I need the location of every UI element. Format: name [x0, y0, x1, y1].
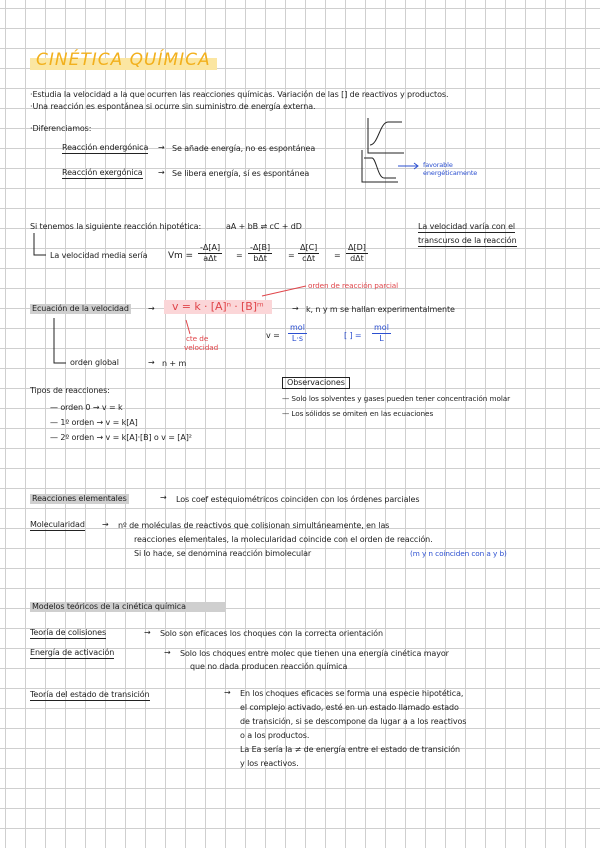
equals-sign: =: [288, 251, 295, 260]
molecularity-line-2: reacciones elementales, la molecularidad coincide con el orden de reacción.: [134, 535, 433, 544]
global-order-label: orden global: [70, 358, 119, 367]
rate-fraction-d: [346, 243, 368, 264]
fraction-denominator: bΔt: [253, 254, 267, 263]
elementary-desc: Los coef estequiométricos coinciden con los órdenes parciales: [176, 495, 420, 504]
fraction-numerator: Δ[D]: [348, 243, 366, 252]
rate-note-1: La velocidad varía con el: [418, 222, 516, 231]
arrow-icon: →: [148, 304, 155, 313]
molecularity-line-1: nº de moléculas de reactivos que colisionan simultáneamente, en las: [118, 521, 390, 530]
exergonic-label: Reacción exergónica: [62, 168, 143, 177]
arrow-icon: →: [102, 520, 109, 529]
transition-line-6: y los reactivos.: [240, 759, 299, 768]
arrow-icon: →: [148, 358, 155, 367]
exergonic-graph: [362, 150, 398, 182]
units-v-fraction: [288, 323, 307, 344]
partial-order-note: orden de reacción parcial: [308, 281, 399, 290]
constant-label-2: velocidad: [184, 343, 219, 352]
rate-fraction-a: [198, 243, 222, 264]
transition-line-4: o a los productos.: [240, 731, 310, 740]
molecularity-note: (m y n coinciden con a y b): [410, 549, 507, 558]
molecularity-label: Molecularidad: [30, 520, 85, 529]
endergonic-desc: Se añade energía, no es espontánea: [172, 144, 316, 153]
favorable-label-2: energéticamente: [423, 169, 478, 177]
constant-label-1: cte de: [186, 334, 209, 343]
rate-note-2: transcurso de la reacción: [418, 236, 517, 245]
constant-pointer: [186, 320, 190, 334]
partial-order-pointer: [262, 286, 306, 296]
order-2: — 2º orden → v = k[A]·[B] o v = [A]²: [50, 433, 192, 442]
rate-fraction-b: [248, 243, 272, 264]
page-title: CINÉTICA QUÍMICA: [30, 50, 217, 70]
intro-line-2: ·Una reacción es espontánea si ocurre sin suministro de energía externa.: [30, 102, 316, 111]
transition-line-2: el complejo activado, esté en un estado llamado estado: [240, 703, 459, 712]
fraction-numerator: mol: [374, 323, 389, 332]
endergonic-graph: [368, 118, 404, 153]
hypothetical-text: Si tenemos la siguiente reacción hipotética:: [30, 222, 202, 231]
order-1: — 1º orden → v = k[A]: [50, 418, 138, 427]
transition-label: Teoría del estado de transición: [30, 690, 150, 699]
endergonic-label: Reacción endergónica: [62, 143, 149, 152]
observation-2: — Los sólidos se omiten en las ecuaciones: [282, 409, 434, 418]
elementary-label: Reacciones elementales: [32, 494, 127, 503]
units-v-label: v =: [266, 331, 280, 340]
equals-sign: =: [236, 251, 243, 260]
arrow-icon: →: [224, 688, 231, 697]
mean-rate-text: La velocidad media sería: [50, 251, 148, 260]
activation-label: Energía de activación: [30, 648, 115, 657]
fraction-denominator: cΔt: [302, 254, 316, 263]
arrow-icon: →: [158, 143, 165, 152]
fraction-numerator: Δ[C]: [300, 243, 318, 252]
intro-line-1: ·Estudia la velocidad a la que ocurren las reacciones químicas. Variación de las [] de reactivos y productos.: [30, 90, 449, 99]
equals-sign: =: [334, 251, 341, 260]
favorable-label-1: favorable: [423, 161, 453, 169]
transition-line-5: La Ea sería la ≠ de energía entre el estado de transición: [240, 745, 460, 754]
transition-line-1: En los choques eficaces se forma una especie hipotética,: [240, 689, 464, 698]
fraction-denominator: L: [379, 334, 384, 343]
global-order-connector: [54, 318, 66, 363]
global-order-value: n + m: [162, 359, 187, 368]
intro-line-3: ·Diferenciamos:: [30, 124, 92, 133]
arrow-icon: →: [164, 648, 171, 657]
activation-line-2: que no dada producen reacción química: [190, 662, 348, 671]
units-c-label: [ ] =: [344, 331, 362, 340]
molecularity-line-3: Si lo hace, se denomina reacción bimolecular: [134, 549, 312, 558]
fraction-numerator: -Δ[B]: [250, 243, 271, 252]
fraction-numerator: -Δ[A]: [200, 243, 221, 252]
activation-line-1: Solo los choques entre molec que tienen una energía cinética mayor: [180, 649, 449, 658]
units-c-fraction: [372, 323, 391, 344]
arrow-icon: →: [144, 628, 151, 637]
observation-1: — Solo los solventes y gases pueden tener concentración molar: [282, 394, 511, 403]
rate-equation-formula: v = k · [A]ⁿ · [B]ᵐ: [164, 300, 272, 314]
exergonic-desc: Se libera energía, sí es espontánea: [172, 169, 310, 178]
observations-label: Observaciones: [282, 377, 350, 389]
models-heading: Modelos teóricos de la cinética química: [30, 602, 226, 612]
fraction-denominator: aΔt: [203, 254, 217, 263]
rate-equation-label: Ecuación de la velocidad: [32, 304, 129, 313]
favorable-arrow-icon: [398, 163, 418, 169]
vm-label: Vm =: [168, 251, 193, 261]
experimental-note: k, n y m se hallan experimentalmente: [306, 305, 455, 314]
arrow-icon: →: [158, 168, 165, 177]
rate-fraction-c: [298, 243, 319, 264]
collision-desc: Solo son eficaces los choques con la correcta orientación: [160, 629, 383, 638]
fraction-numerator: mol: [290, 323, 305, 332]
hypothetical-equation: aA + bB ⇌ cC + dD: [226, 222, 302, 231]
arrow-icon: →: [292, 304, 299, 313]
arrow-icon: →: [160, 493, 167, 502]
fraction-denominator: L·s: [291, 334, 304, 343]
connector-line: [34, 233, 46, 255]
collision-label: Teoría de colisiones: [30, 628, 107, 637]
fraction-denominator: dΔt: [350, 254, 364, 263]
types-heading: Tipos de reacciones:: [30, 386, 110, 395]
order-0: — orden 0 → v = k: [50, 403, 123, 412]
transition-line-3: de transición, si se descompone da lugar a a los reactivos: [240, 717, 467, 726]
